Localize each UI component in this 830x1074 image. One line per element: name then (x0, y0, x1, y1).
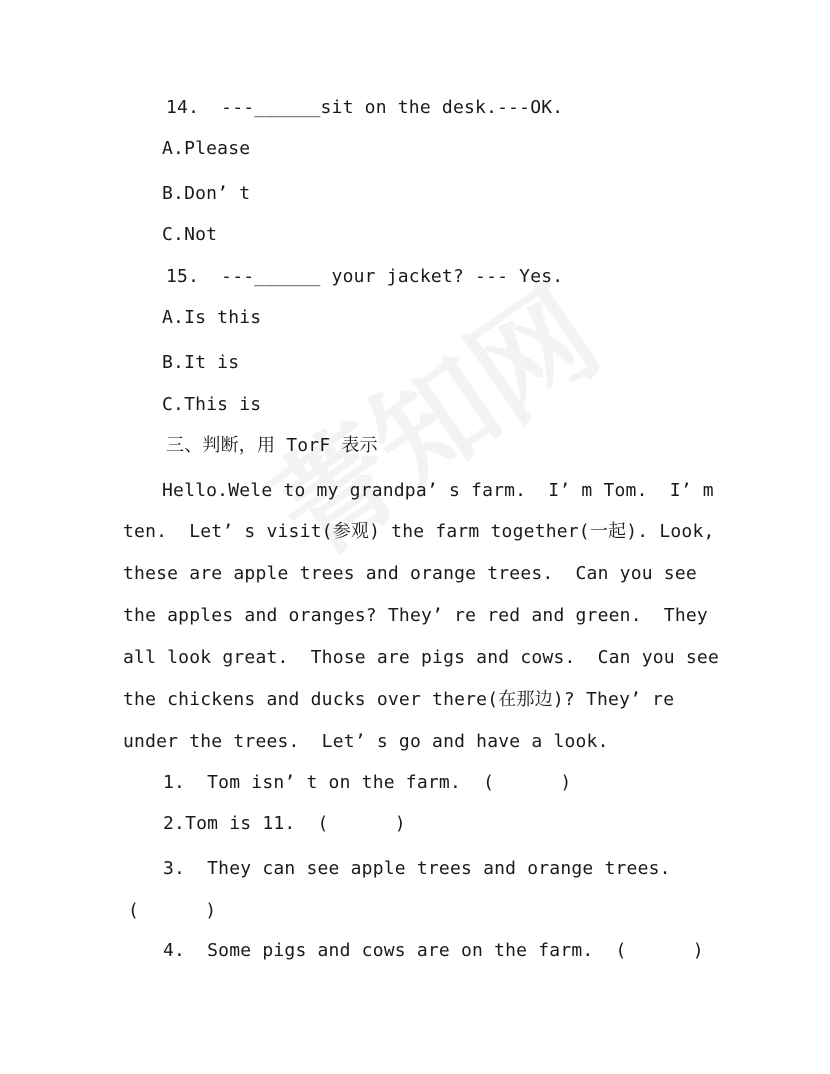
question-15-stem: 15. ---______ your jacket? --- Yes. (166, 266, 564, 287)
question-14-option-c: C.Not (162, 224, 218, 245)
passage-line: under the trees. Let’ s go and have a look. (123, 731, 609, 752)
section-heading: 三、判断，用 TorF 表示 (166, 435, 378, 456)
passage-line: all look great. Those are pigs and cows. Can you see (123, 647, 719, 668)
passage-line: the apples and oranges? They’ re red and green. They (123, 605, 708, 626)
judgement-item-1: 1. Tom isn’ t on the farm. ( ) (163, 772, 572, 793)
passage-line: ten. Let’ s visit(参观) the farm together(一起). Look, (123, 521, 715, 542)
judgement-item-3: 3. They can see apple trees and orange trees. (163, 858, 671, 879)
judgement-item-3-blank: ( ) (128, 900, 217, 921)
passage-line: these are apple trees and orange trees. Can you see (123, 563, 697, 584)
judgement-item-4: 4. Some pigs and cows are on the farm. ( ) (163, 940, 704, 961)
passage-line: the chickens and ducks over there(在那边)? They’ re (123, 689, 675, 710)
passage-line: Hello.Wele to my grandpa’ s farm. I’ m Tom. I’ m (162, 480, 714, 501)
question-14-stem: 14. ---______sit on the desk.---OK. (166, 97, 564, 118)
question-14-option-a: A.Please (162, 138, 251, 159)
question-14-option-b: B.Don’ t (162, 183, 251, 204)
question-15-option-c: C.This is (162, 394, 262, 415)
question-15-option-a: A.Is this (162, 307, 262, 328)
question-15-option-b: B.It is (162, 352, 240, 373)
judgement-item-2: 2.Tom is 11. ( ) (163, 813, 406, 834)
